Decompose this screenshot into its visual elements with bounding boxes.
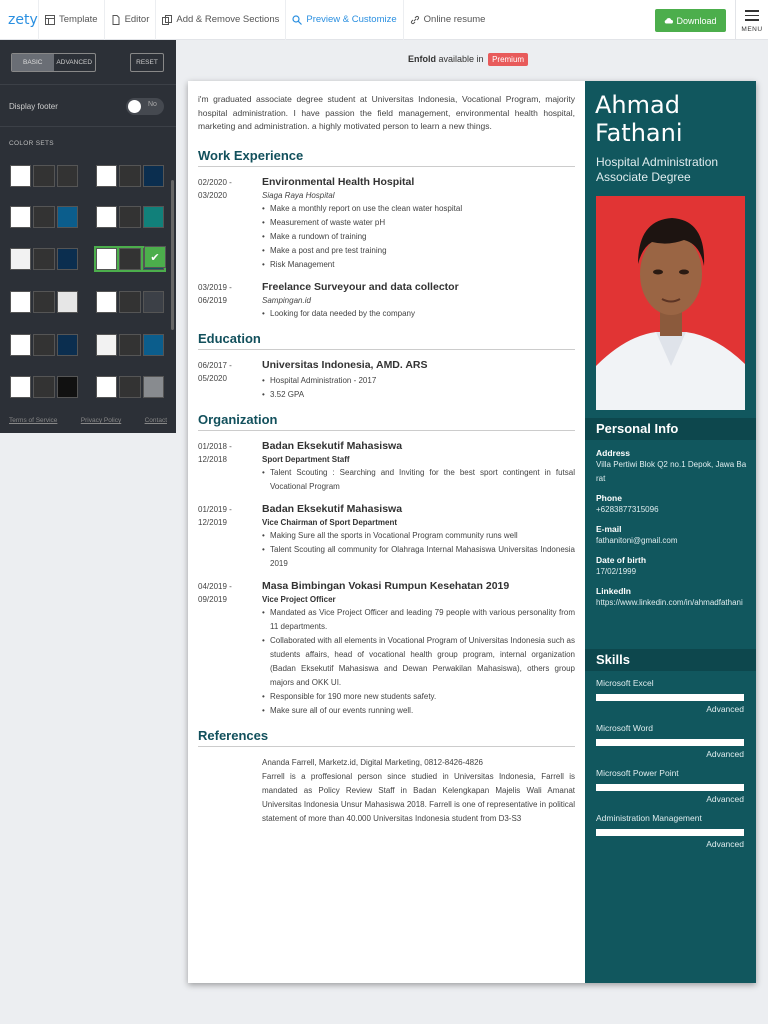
education-bullets [262, 374, 575, 402]
organization-title: Badan Eksekutif Mahasiswa [262, 502, 403, 515]
resume-preview [188, 81, 756, 983]
date-start: 03/2019 - [198, 282, 232, 292]
work-list [198, 176, 575, 321]
menu-button[interactable] [735, 0, 768, 40]
organization-body [262, 503, 575, 571]
hamburger-icon [745, 7, 759, 24]
bullet-item: • Talent Scouting : Searching and Inviting for the best sport contingent in futsal Vocational Program [262, 466, 575, 494]
skill-level: Advanced [706, 839, 744, 849]
skill-bar [596, 829, 744, 836]
color-chip [33, 334, 54, 356]
first-name: Ahmad [595, 91, 680, 119]
education-title: Universitas Indonesia, AMD. ARS [262, 358, 428, 371]
resume-main-column [198, 93, 575, 826]
color-chip [10, 291, 31, 313]
organization-role: Vice Project Officer [262, 594, 336, 604]
work-company: Sampingan.id [262, 295, 311, 305]
section-education: Education [198, 331, 575, 350]
color-chip [57, 376, 78, 398]
color-set-4[interactable] [94, 204, 166, 230]
color-chip [119, 334, 140, 356]
bullet-item: • Hospital Administration - 2017 [262, 374, 575, 388]
bullet-item: • Responsible for 190 more new students safety. [262, 690, 575, 704]
organization-title: Badan Eksekutif Mahasiswa [262, 439, 403, 452]
display-footer-toggle[interactable] [126, 98, 164, 115]
color-chip [33, 376, 54, 398]
organization-bullets [262, 466, 575, 494]
color-chip [143, 291, 164, 313]
divider [0, 84, 176, 85]
color-chip [96, 376, 117, 398]
work-entry [198, 176, 575, 272]
color-chip [96, 165, 117, 187]
education-list [198, 359, 575, 402]
color-chip [143, 376, 164, 398]
work-body [262, 281, 575, 321]
organization-title: Masa Bimbingan Vokasi Rumpun Kesehatan 2019 [262, 579, 510, 592]
personal-value: +6283877315096 [596, 505, 659, 514]
sidebar-scrollbar[interactable] [171, 180, 174, 330]
bullet-item: • Make sure all of our events running well. [262, 704, 575, 718]
color-set-5[interactable] [8, 246, 80, 272]
color-set-6[interactable] [94, 246, 166, 272]
organization-bullets [262, 606, 575, 718]
resume-job-title: Hospital Administration Associate Degree [596, 155, 719, 184]
education-date [198, 359, 262, 402]
work-entry [198, 281, 575, 321]
template-icon [45, 15, 55, 25]
bullet-item: • Make a post and pre test training [262, 244, 575, 258]
person-photo-illustration [596, 196, 745, 410]
color-chip [119, 206, 140, 228]
top-toolbar [0, 0, 768, 40]
color-set-8[interactable] [94, 289, 166, 315]
color-chip [33, 248, 54, 270]
color-chip [33, 165, 54, 187]
bullet-item: • Make a monthly report on use the clean water hospital [262, 202, 575, 216]
organization-role: Vice Chairman of Sport Department [262, 517, 397, 527]
work-bullets [262, 202, 575, 272]
personal-value: fathanitoni@gmail.com [596, 536, 678, 545]
skill-bar [596, 694, 744, 701]
date-start: 02/2020 - [198, 177, 232, 187]
personal-value: https://www.linkedin.com/in/ahmadfathani [596, 598, 743, 607]
organization-date [198, 580, 262, 718]
reference-date-spacer [198, 756, 262, 826]
nav-preview-customize[interactable] [285, 0, 402, 40]
mode-tabs [11, 53, 96, 72]
section-skills: Skills [585, 649, 756, 671]
nav-add-remove-sections[interactable] [155, 0, 285, 40]
color-chip [119, 291, 140, 313]
work-company: Siaga Raya Hospital [262, 190, 335, 200]
organization-entry [198, 580, 575, 718]
bullet-item: • Collaborated with all elements in Vocational Program of Universitas Indonesia such as students affairs, head of vocational health group program, internal organization (Badan Eksekutif Mahasiswa and Dewan Perwakilan Mahasiswa), others group majors and OKK UI. [262, 634, 575, 690]
skill-level: Advanced [706, 794, 744, 804]
zety-logo[interactable]: zety [8, 11, 38, 28]
nav-online-resume[interactable] [403, 0, 492, 40]
divider [0, 126, 176, 127]
color-chip [10, 334, 31, 356]
color-chip [57, 248, 78, 270]
organization-body [262, 440, 575, 494]
work-title: Environmental Health Hospital [262, 175, 415, 188]
privacy-link[interactable]: Privacy Policy [80, 417, 122, 424]
date-start: 04/2019 - [198, 581, 232, 591]
color-set-3[interactable] [8, 204, 80, 230]
work-date [198, 281, 262, 321]
personal-label: Address [596, 448, 631, 458]
resume-side-column [585, 81, 756, 983]
bullet-item: • 3.52 GPA [262, 388, 575, 402]
profile-photo [596, 196, 745, 410]
section-references: References [198, 728, 575, 747]
color-set-2[interactable] [94, 163, 166, 189]
section-organization: Organization [198, 412, 575, 431]
toggle-state: No [148, 101, 157, 108]
sidebar-footer-links [9, 417, 167, 424]
nav-online-resume-label: Online resume [423, 14, 486, 25]
organization-date [198, 440, 262, 494]
education-body [262, 359, 575, 402]
color-chip [119, 165, 140, 187]
bullet-item: • Looking for data needed by the company [262, 307, 575, 321]
work-date [198, 176, 262, 272]
section-work-experience: Work Experience [198, 148, 575, 167]
date-end: 12/2018 [198, 454, 227, 464]
color-chip [33, 206, 54, 228]
nav-template-label: Template [59, 14, 98, 25]
last-name: Fathani [595, 119, 683, 147]
skill-name: Microsoft Power Point [596, 768, 679, 778]
skill-name: Microsoft Excel [596, 678, 654, 688]
color-set-9[interactable] [8, 332, 80, 358]
color-chip [57, 165, 78, 187]
premium-text: available in [438, 54, 484, 64]
color-set-11[interactable] [8, 374, 80, 400]
organization-date [198, 503, 262, 571]
color-chip [119, 376, 140, 398]
tab-advanced[interactable]: ADVANCED [56, 59, 93, 66]
menu-label: MENU [741, 25, 763, 33]
personal-label: Phone [596, 493, 622, 503]
color-chip [57, 334, 78, 356]
color-chip [57, 291, 78, 313]
color-chip [143, 334, 164, 356]
skill-name: Microsoft Word [596, 723, 653, 733]
terms-link[interactable]: Terms of Service [9, 417, 58, 424]
date-end: 05/2020 [198, 373, 227, 383]
copy-icon [162, 15, 172, 25]
resume-summary: i'm graduated associate degree student at Universitas Indonesia, Vocational Program, majority hospital administration. I have passion the field management, environmental health hospital, marketing and administration. a highly motivated person to learn a new things. [198, 94, 575, 131]
skill-level: Advanced [706, 704, 744, 714]
reference-body [262, 756, 575, 826]
skill-item [596, 813, 744, 849]
reference-entry [198, 756, 575, 826]
bullet-item: • Make a rundown of training [262, 230, 575, 244]
customize-sidebar [0, 40, 176, 433]
color-chip [10, 376, 31, 398]
nav-editor[interactable] [104, 0, 156, 40]
download-label: Download [676, 15, 717, 26]
bullet-item: • Risk Management [262, 258, 575, 272]
date-start: 06/2017 - [198, 360, 232, 370]
skill-item [596, 678, 744, 714]
organization-body [262, 580, 575, 718]
display-footer-label: Display footer [9, 102, 58, 111]
organization-bullets [262, 529, 575, 571]
premium-notice [408, 53, 528, 66]
color-chip [96, 334, 117, 356]
color-set-7[interactable] [8, 289, 80, 315]
work-title: Freelance Surveyour and data collector [262, 280, 459, 293]
personal-label: Date of birth [596, 555, 647, 565]
skill-level: Advanced [706, 749, 744, 759]
nav-add-remove-label: Add & Remove Sections [176, 14, 280, 25]
bullet-item: • Mandated as Vice Project Officer and leading 79 people with various personality from 11 departments. [262, 606, 575, 634]
color-chip [96, 291, 117, 313]
work-bullets [262, 307, 575, 321]
nav-preview-label: Preview & Customize [306, 14, 397, 25]
color-chip [96, 206, 117, 228]
nav-template[interactable] [38, 0, 104, 40]
date-end: 09/2019 [198, 594, 227, 604]
date-end: 06/2019 [198, 295, 227, 305]
date-start: 01/2019 - [198, 504, 232, 514]
work-body [262, 176, 575, 272]
color-chip [143, 206, 164, 228]
skill-bar [596, 784, 744, 791]
date-end: 12/2019 [198, 517, 227, 527]
template-name: Enfold [408, 54, 436, 64]
contact-link[interactable]: Contact [144, 417, 167, 424]
document-icon [111, 15, 121, 25]
premium-badge[interactable]: Premium [488, 53, 528, 66]
color-chip [119, 248, 140, 270]
bullet-item: • Talent Scouting all community for Olahraga Internal Mahasiswa Universitas Indonesia 2019 [262, 543, 575, 571]
personal-label: E-mail [596, 524, 622, 534]
date-end: 03/2020 [198, 190, 227, 200]
download-button[interactable] [655, 9, 726, 32]
skill-item [596, 768, 744, 804]
section-personal-info: Personal Info [585, 418, 756, 440]
organization-role: Sport Department Staff [262, 454, 350, 464]
skill-item [596, 723, 744, 759]
organization-entry [198, 440, 575, 494]
skill-name: Administration Management [596, 813, 702, 823]
skills-list [596, 678, 744, 849]
bullet-item: • Making Sure all the sports in Vocational Program community runs well [262, 529, 575, 543]
color-chip [10, 206, 31, 228]
resume-name [595, 91, 746, 147]
reference-contact: Ananda Farrell, Marketz.id, Digital Marketing, 0812-8426-4826 [262, 757, 484, 767]
search-icon [292, 15, 302, 25]
checkmark-icon: ✔ [144, 246, 166, 268]
personal-info-list [596, 442, 748, 610]
color-chip [57, 206, 78, 228]
date-start: 01/2018 - [198, 441, 232, 451]
color-chip [96, 248, 117, 270]
nav-editor-label: Editor [124, 14, 150, 25]
education-entry [198, 359, 575, 402]
color-set-10[interactable] [94, 332, 166, 358]
color-chip [10, 165, 31, 187]
color-chip [33, 291, 54, 313]
personal-label: LinkedIn [596, 586, 631, 596]
tab-basic[interactable]: BASIC [12, 54, 54, 71]
personal-value: Villa Pertiwi Blok Q2 no.1 Depok, Jawa Barat [596, 460, 747, 483]
skill-bar [596, 739, 744, 746]
reference-text: Farrell is a proffesional person since studied in Universitas Indonesia, Farrell is mandated as Policy Review Staff in Badan Kelengkapan Majelis Wali Amanat Universitas Indonesia Unsur Mahasiswa 2018. Farrell is one of representative in political statement of more than 40.000 Universitas Indonesia student from D3-S3 [262, 771, 575, 823]
organization-list [198, 440, 575, 718]
reset-button[interactable]: RESET [130, 53, 164, 72]
organization-entry [198, 503, 575, 571]
color-chip [10, 248, 31, 270]
bullet-item: • Measurement of waste water pH [262, 216, 575, 230]
cloud-download-icon [664, 17, 673, 25]
color-set-1[interactable] [8, 163, 80, 189]
color-chip [143, 165, 164, 187]
link-icon [410, 15, 420, 25]
personal-value: 17/02/1999 [596, 567, 637, 576]
color-sets-label: COLOR SETS [9, 140, 54, 147]
color-set-12[interactable] [94, 374, 166, 400]
toggle-knob [128, 100, 141, 113]
